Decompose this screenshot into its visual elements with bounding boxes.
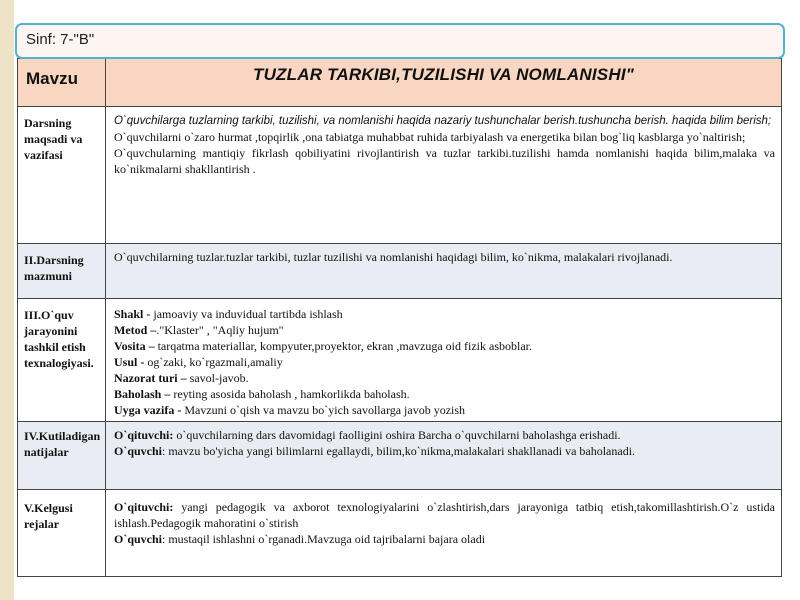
item-value: : mustaqil ishlashni o`rganadi.Mavzuga oid tajribalarni bajara oladi: [162, 532, 486, 546]
item-key: Usul -: [114, 355, 145, 369]
item-value: og`zaki, ko`rgazmali,amaliy: [144, 355, 283, 369]
item-value: jamoaviy va induvidual tartibda ishlash: [150, 307, 343, 321]
item-value: ."Klaster" , "Aqliy hujum": [156, 323, 284, 337]
row-content: [106, 490, 782, 577]
row-content: [106, 107, 782, 244]
row-content: [106, 422, 782, 490]
class-label: Sinf: 7-"B": [26, 31, 95, 48]
goal-line: O`quvchularning mantiqiy fikrlash qobiliyatini rivojlantirish va tuzlar tarkibi.tuzilishi hamda nomlanishi haqida bilim,malaka va ko`nikmalarni shakllantirish .: [114, 146, 775, 176]
item-key: Vosita –: [114, 339, 155, 353]
class-label-box: [15, 23, 785, 59]
topic-label-cell: [18, 59, 106, 107]
row-label-text: III.O`quv jarayonini tashkil etish texnalogiyasi.: [24, 308, 94, 370]
item-key: O`qituvchi:: [114, 500, 174, 514]
list-item: [114, 370, 775, 386]
goal-line: O`quvchilarni o`zaro hurmat ,topqirlik ,ona tabiatga muhabbat ruhida tarbiyalash va energetika bilan bog`liq kasblarga yo`naltirish;: [114, 130, 746, 144]
table-row: [18, 490, 782, 577]
row-label: [18, 299, 106, 422]
list-item: [114, 338, 775, 354]
row-label-text: Darsning maqsadi va vazifasi: [24, 116, 83, 162]
table-row: [18, 244, 782, 299]
list-item: [114, 443, 775, 459]
table-header-row: [18, 59, 782, 107]
table-row: [18, 107, 782, 244]
item-key: Uyga vazifa -: [114, 403, 182, 417]
list-item: [114, 322, 775, 338]
list-item: [114, 386, 775, 402]
topic-title-cell: [106, 59, 782, 107]
list-item: [114, 302, 775, 322]
list-item: [114, 402, 775, 418]
row-label-text: IV.Kutiladigan natijalar: [24, 429, 101, 459]
item-key: Metod –: [114, 323, 157, 337]
topic-label: Mavzu: [26, 69, 78, 88]
list-item: [114, 493, 775, 531]
row-content: [106, 244, 782, 299]
content-text: O`quvchilarning tuzlar.tuzlar tarkibi, tuzlar tuzilishi va nomlanishi haqidagi bilim, ko`nikma, malakalari rivojlanadi.: [114, 250, 673, 264]
item-key: O`quvchi: [114, 444, 163, 458]
row-content: [106, 299, 782, 422]
item-value: reyting asosida baholash , hamkorlikda baholash.: [170, 387, 410, 401]
row-label: [18, 244, 106, 299]
item-value: o`quvchilarning dars davomidagi faolligini oshira Barcha o`quvchilarni baholashga erishadi.: [173, 428, 621, 442]
item-value: yangi pedagogik va axborot texnologiyalarini o`zlashtirish,dars jarayoniga tatbiq etish,takomillashtirish.O`z ustida ishlash.Pedagogik mahoratini o`stirish: [114, 500, 775, 530]
table-row: [18, 422, 782, 490]
row-label: [18, 490, 106, 577]
item-key: Baholash –: [114, 387, 171, 401]
item-value: tarqatma materiallar, kompyuter,proyektor, ekran ,mavzuga oid fizik asboblar.: [154, 339, 532, 353]
item-key: O`qituvchi:: [114, 428, 174, 442]
topic-title: TUZLAR TARKIBI,TUZILISHI VA NOMLANISHI": [252, 65, 634, 84]
item-key: Nazorat turi –: [114, 371, 187, 385]
row-label-text: V.Kelgusi rejalar: [24, 501, 73, 531]
item-value: savol-javob.: [186, 371, 249, 385]
list-item: [114, 354, 775, 370]
list-item: [114, 531, 775, 547]
item-value: : mavzu bo'yicha yangi bilimlarni egallaydi, bilim,ko`nikma,malakalari shakllanadi va baholanadi.: [162, 444, 636, 458]
list-item: [114, 425, 775, 443]
goal-line: O`quvchilarga tuzlarning tarkibi, tuzilishi, va nomlanishi haqida nazariy tushunchalar berish.tushuncha berish. haqida bilim berish;: [114, 115, 772, 127]
item-key: O`quvchi: [114, 532, 163, 546]
row-label: [18, 107, 106, 244]
item-key: Shakl -: [114, 307, 151, 321]
table-row: [18, 299, 782, 422]
lesson-plan-table: [17, 58, 782, 577]
item-value: Mavzuni o`qish va mavzu bo`yich savollarga javob yozish: [181, 403, 466, 417]
row-label-text: II.Darsning mazmuni: [24, 253, 84, 283]
row-label: [18, 422, 106, 490]
